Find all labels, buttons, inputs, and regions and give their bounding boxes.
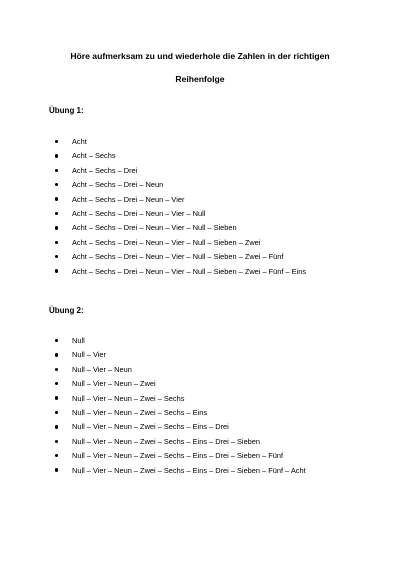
list-item-text: Null – Vier: [72, 350, 106, 360]
list-item-text: Null – Vier – Neun: [72, 364, 132, 374]
bullet-icon: [55, 269, 58, 272]
list-item-text: Acht – Sechs – Drei – Neun – Vier – Null – Sieben – Zwei: [72, 237, 261, 247]
bullet-icon: [55, 183, 58, 186]
bullet-icon: [55, 382, 58, 385]
bullet-icon: [55, 425, 58, 428]
exercise-1-heading: Übung 1:: [49, 106, 84, 115]
bullet-icon: [55, 396, 58, 399]
bullet-icon: [55, 255, 58, 258]
bullet-icon: [55, 140, 58, 143]
list-item-text: Acht – Sechs – Drei – Neun – Vier – Null – Sieben – Zwei – Fünf: [72, 252, 284, 262]
list-item-text: Null – Vier – Neun – Zwei – Sechs – Eins – Drei – Sieben – Fünf: [72, 451, 284, 461]
bullet-icon: [55, 212, 58, 215]
title-line-2: Reihenfolge: [175, 74, 225, 84]
exercise-2-heading: Übung 2:: [49, 306, 84, 315]
list-item-text: Null – Vier – Neun – Zwei – Sechs: [72, 393, 185, 403]
list-item-text: Acht – Sechs – Drei – Neun: [72, 180, 164, 190]
list-item-text: Acht – Sechs – Drei – Neun – Vier – Null: [72, 208, 206, 218]
list-item-text: Acht – Sechs – Drei – Neun – Vier – Null – Sieben – Zwei – Fünf – Eins: [72, 266, 307, 276]
bullet-icon: [55, 454, 58, 457]
document-title: [20, 45, 380, 91]
bullet-icon: [55, 411, 58, 414]
bullet-icon: [55, 368, 58, 371]
list-item-text: Acht – Sechs – Drei: [72, 165, 138, 175]
bullet-icon: [55, 154, 58, 157]
list-item-text: Acht – Sechs – Drei – Neun – Vier – Null – Sieben: [72, 223, 237, 233]
list-item-text: Null: [72, 336, 85, 345]
bullet-icon: [55, 339, 58, 342]
bullet-icon: [55, 226, 58, 229]
bullet-icon: [55, 241, 58, 244]
list-item-text: Acht – Sechs: [72, 151, 116, 161]
list-item-text: Acht: [72, 137, 87, 146]
list-item-text: Null – Vier – Neun – Zwei: [72, 379, 156, 389]
list-item-text: Null – Vier – Neun – Zwei – Sechs – Eins – Drei – Sieben – Fünf – Acht: [72, 465, 306, 475]
bullet-icon: [55, 468, 58, 471]
list-item-text: Null – Vier – Neun – Zwei – Sechs – Eins – Drei: [72, 422, 229, 432]
bullet-icon: [55, 440, 58, 443]
bullet-icon: [55, 353, 58, 356]
title-line-1: Höre aufmerksam zu und wiederhole die Zahlen in der richtigen: [70, 51, 330, 61]
list-item-text: Null – Vier – Neun – Zwei – Sechs – Eins – Drei – Sieben: [72, 436, 261, 446]
list-item-text: Acht – Sechs – Drei – Neun – Vier: [72, 194, 185, 204]
bullet-icon: [55, 169, 58, 172]
list-item-text: Null – Vier – Neun – Zwei – Sechs – Eins: [72, 407, 208, 417]
bullet-icon: [55, 197, 58, 200]
